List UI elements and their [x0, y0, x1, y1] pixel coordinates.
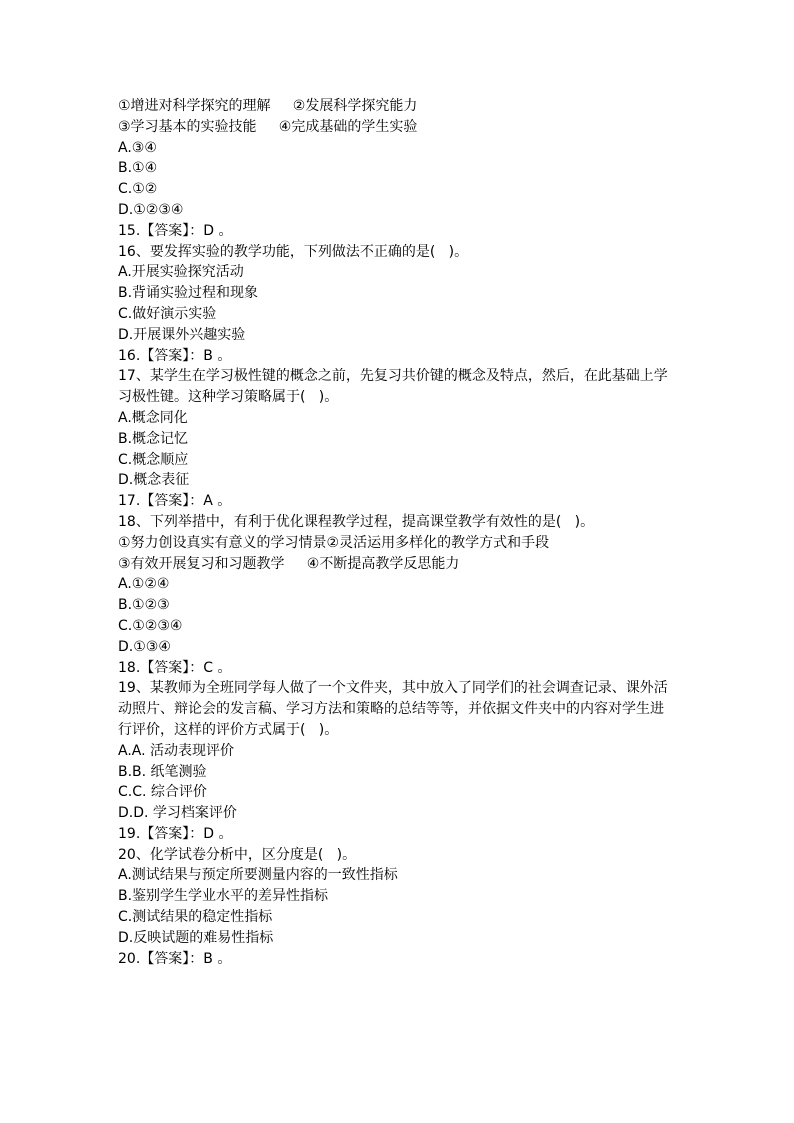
text-line: C.①② — [118, 181, 158, 198]
text-line: ③学习基本的实验技能 ④完成基础的学生实验 — [118, 118, 418, 135]
text-line: 16、要发挥实验的教学功能，下列做法不正确的是( )。 — [118, 243, 469, 260]
text-line: B.概念记忆 — [118, 430, 189, 447]
text-line: D.D. 学习档案评价 — [118, 805, 237, 822]
text-line: ③有效开展复习和习题教学 ④不断提高教学反思能力 — [118, 555, 460, 572]
text-line: A.概念同化 — [118, 409, 188, 426]
text-line: B.①②③ — [118, 597, 170, 614]
text-line: 20.【答案】：B 。 — [118, 950, 232, 967]
text-line: D.开展课外兴趣实验 — [118, 326, 246, 343]
text-line: B.①④ — [118, 160, 158, 177]
text-line: 19、某教师为全班同学每人做了一个文件夹，其中放入了同学们的社会调查记录、课外活 — [118, 680, 668, 697]
text-line: D.反映试题的难易性指标 — [118, 929, 274, 946]
text-line: A.开展实验探究活动 — [118, 264, 244, 281]
text-line: A.A. 活动表现评价 — [118, 742, 235, 759]
text-line: C.做好演示实验 — [118, 305, 217, 322]
text-line: A.测试结果与预定所要测量内容的一致性指标 — [118, 867, 398, 884]
text-line: 动照片、辩论会的发言稿、学习方法和策略的总结等等，并依据文件夹中的内容对学生进 — [118, 701, 664, 718]
text-line: A.①②④ — [118, 576, 170, 593]
text-line: B.鉴别学生学业水平的差异性指标 — [118, 888, 329, 905]
text-line: 19.【答案】：D 。 — [118, 825, 233, 842]
text-line: ①增进对科学探究的理解 ②发展科学探究能力 — [118, 98, 418, 114]
text-line: C.概念顺应 — [118, 451, 189, 468]
text-line: D.①②③④ — [118, 201, 184, 218]
text-line: C.C. 综合评价 — [118, 784, 207, 801]
text-line: A.③④ — [118, 139, 157, 156]
text-line: C.①②③④ — [118, 617, 183, 634]
text-line: 20、化学试卷分析中，区分度是( )。 — [118, 846, 357, 863]
text-line: 行评价，这样的评价方式属于( )。 — [118, 721, 339, 738]
text-line: D.概念表征 — [118, 472, 190, 489]
text-line: C.测试结果的稳定性指标 — [118, 909, 273, 926]
text-line: 习极性键。这种学习策略属于( )。 — [118, 389, 339, 406]
text-line: B.背诵实验过程和现象 — [118, 285, 259, 302]
document-page — [118, 96, 678, 969]
text-line: B.B. 纸笔测验 — [118, 763, 207, 780]
text-line: 18、下列举措中，有利于优化课程教学过程，提高课堂教学有效性的是( )。 — [118, 513, 595, 530]
text-line: 15.【答案】：D 。 — [118, 222, 233, 239]
text-line: 17、某学生在学习极性键的概念之前，先复习共价键的概念及特点，然后，在此基础上学 — [118, 368, 668, 385]
text-line: 18.【答案】：C 。 — [118, 659, 232, 676]
text-line: 17.【答案】：A 。 — [118, 493, 232, 510]
text-line: 16.【答案】：B 。 — [118, 347, 232, 364]
text-line: ①努力创设真实有意义的学习情景②灵活运用多样化的教学方式和手段 — [118, 534, 550, 551]
text-line: D.①③④ — [118, 638, 171, 655]
